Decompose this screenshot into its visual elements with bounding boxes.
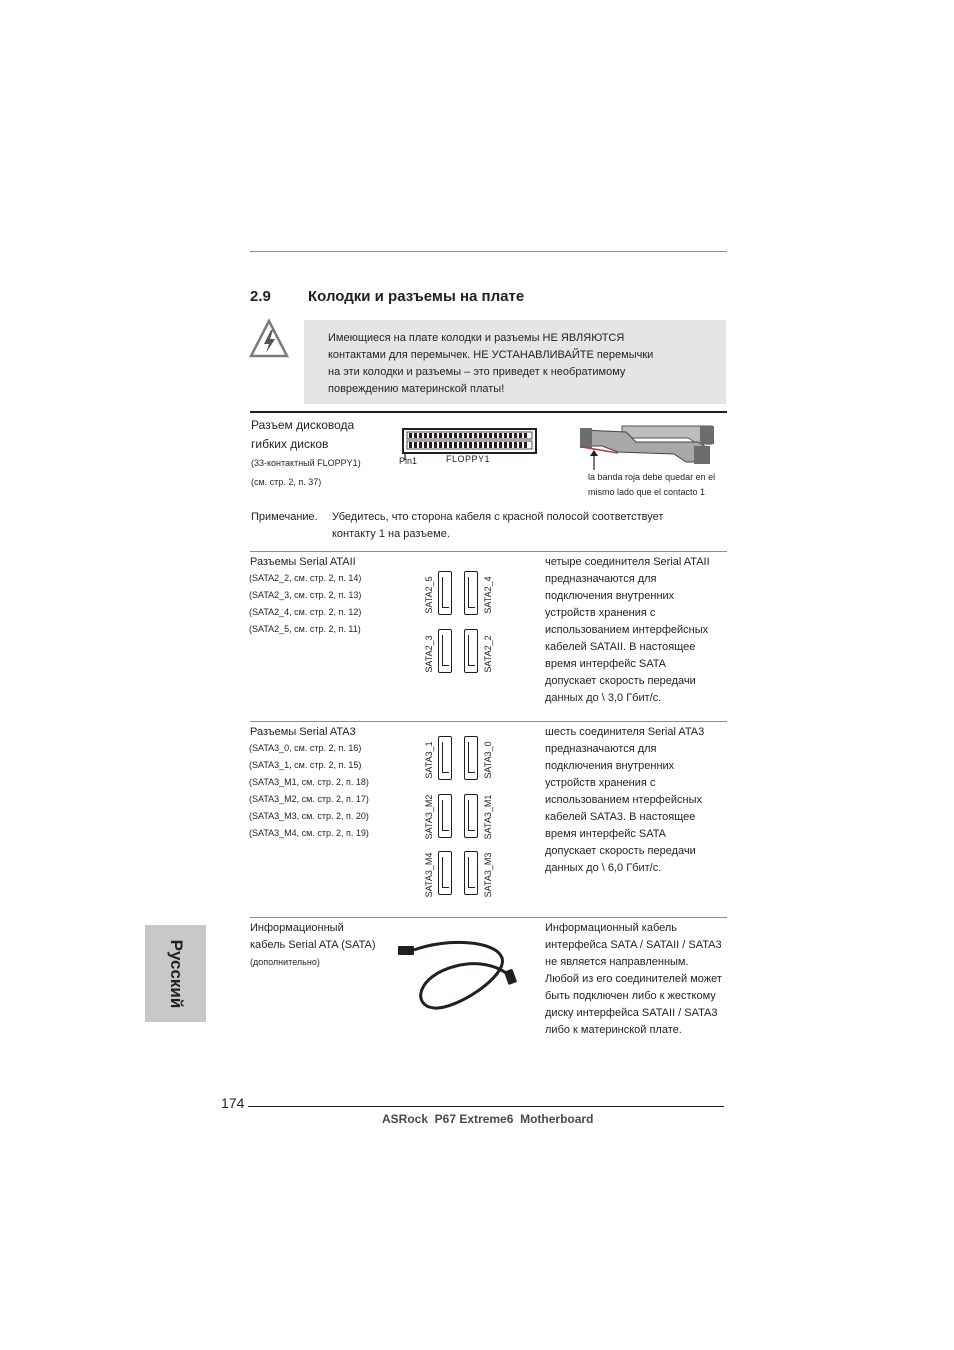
sata2-description [545,554,710,707]
floppy-sub2: (см. стр. 2, п. 37) [251,477,322,487]
sata-port-label: SATA3_0 [483,741,493,779]
sata2-ref: (SATA2_3, см. стр. 2, п. 13) [249,590,362,600]
cable-title-line: кабель Serial ATA (SATA) [250,939,376,951]
rule-floppy [250,411,727,413]
sata2-desc-line: время интерфейс SATA [545,658,666,670]
section-number: 2.9 [250,288,271,305]
top-rule [250,251,727,252]
sata2-desc-line: использованием интерфейсных [545,624,709,636]
sata-port-icon [438,629,452,673]
floppy-title-line: Разъем дисковода [251,418,355,432]
cable-desc-line: интерфейса SATA / SATAII / SATA3 [545,939,722,951]
sata2-desc-line: данных до \ 3,0 Гбит/с. [545,692,662,704]
sata3-desc-line: устройств хранения с [545,777,656,789]
sata-port-label: SATA2_5 [424,576,434,614]
sata3-desc-line: шесть соединителя Serial ATA3 [545,726,705,738]
floppy-note-label: Примечание. [251,511,318,523]
sata-port-icon [464,571,478,615]
sata3-desc-line: допускает скорость передачи [545,845,696,857]
floppy-note-text [332,509,663,543]
rule-cable [250,917,727,918]
sata3-desc-line: предназначаются для [545,743,657,755]
sata-port-icon [464,736,478,780]
sata2-desc-line: допускает скорость передачи [545,675,696,687]
warning-line: контактами для перемычек. НЕ УСТАНАВЛИВАЙТЕ перемычки [328,349,654,361]
sata3-ref: (SATA3_M1, см. стр. 2, п. 18) [249,777,369,787]
warning-line: на эти колодки и разъемы – это приведет к необратимому [328,366,626,378]
warning-line: повреждению материнской платы! [328,383,505,395]
page-number: 174 [221,1095,245,1111]
sata-port-label: SATA3_1 [424,741,434,779]
sata-port-icon [464,629,478,673]
sata3-ref: (SATA3_M2, см. стр. 2, п. 17) [249,794,369,804]
sata3-ref: (SATA3_0, см. стр. 2, п. 16) [249,743,362,753]
section-title: Колодки и разъемы на плате [308,288,525,305]
sata3-ref: (SATA3_M4, см. стр. 2, п. 19) [249,828,369,838]
sata3-desc-line: данных до \ 6,0 Гбит/с. [545,862,662,874]
sata2-refs [249,570,361,638]
cable-title-line: Информационный [250,922,344,934]
sata3-description [545,724,704,877]
sata3-desc-line: использованием нтерфейсных [545,794,702,806]
sata-port-icon [438,736,452,780]
cable-desc-line: не является направленным. [545,956,689,968]
sata-cable-image [396,936,526,1016]
sata-port-label: SATA3_M1 [483,794,493,840]
rule-sata3 [250,721,727,722]
floppy-cable-note [588,470,715,500]
floppy-pin-label: Pin1 [399,456,418,466]
cable-sub: (дополнительно) [250,957,320,967]
cable-desc-line: либо к материнской плате. [545,1024,682,1036]
cable-title [250,920,376,954]
cable-desc-line: диску интерфейса SATAII / SATA3 [545,1007,718,1019]
sata3-refs [249,740,369,842]
footer-product: ASRock P67 Extreme6 Motherboard [382,1112,594,1126]
floppy-note-line: Убедитесь, что сторона кабеля с красной полосой соответствует [332,511,664,523]
floppy-cable-image [578,420,718,472]
warning-text [328,330,653,398]
sata2-desc-line: кабелей SATAII. В настоящее [545,641,696,653]
floppy-title-line: гибких дисков [251,437,329,451]
floppy-sub1: (33-контактный FLOPPY1) [251,458,361,468]
sata2-desc-line: подключения внутренних [545,590,675,602]
sata-port-label: SATA2_4 [483,576,493,614]
sata2-ref: (SATA2_4, см. стр. 2, п. 12) [249,607,362,617]
floppy-note-line: контакту 1 на разъеме. [332,528,450,540]
language-side-tab-label: Русский [166,939,186,1008]
sata-port-icon [464,851,478,895]
sata2-ref: (SATA2_5, см. стр. 2, п. 11) [249,624,361,634]
sata2-desc-line: предназначаются для [545,573,657,585]
sata3-desc-line: подключения внутренних [545,760,675,772]
sata-port-label: SATA3_M4 [424,852,434,898]
sata-port-label: SATA2_2 [483,635,493,673]
sata-port-label: SATA2_3 [424,635,434,673]
floppy-title [251,416,354,454]
sata3-ref: (SATA3_M3, см. стр. 2, п. 20) [249,811,369,821]
sata3-title: Разъемы Serial ATA3 [250,726,356,738]
sata3-desc-line: кабелей SATA3. В настоящее [545,811,696,823]
sata2-ref: (SATA2_2, см. стр. 2, п. 14) [249,573,362,583]
sata2-title: Разъемы Serial ATAII [250,556,356,568]
sata-port-icon [438,571,452,615]
sata-port-icon [464,794,478,838]
warning-line: Имеющиеся на плате колодки и разъемы НЕ ЯВЛЯЮТСЯ [328,332,625,344]
cable-desc-line: Любой из его соединителей может [545,973,722,985]
floppy-cable-note-line: la banda roja debe quedar en el [588,472,716,482]
warning-icon [248,318,290,360]
sata2-desc-line: устройств хранения с [545,607,656,619]
rule-sata2 [250,551,727,552]
sata-port-icon [438,794,452,838]
footer-rule [248,1106,724,1107]
language-side-tab [145,925,206,1022]
cable-desc-line: быть подключен либо к жесткому [545,990,716,1002]
sata-port-label: SATA3_M3 [483,852,493,898]
sata3-desc-line: время интерфейс SATA [545,828,666,840]
sata2-desc-line: четыре соединителя Serial ATAII [545,556,710,568]
sata-port-label: SATA3_M2 [424,794,434,840]
sata3-ref: (SATA3_1, см. стр. 2, п. 15) [249,760,362,770]
cable-description [545,920,722,1039]
floppy-connector-label: FLOPPY1 [446,454,491,464]
floppy-cable-note-line: mismo lado que el contacto 1 [588,487,706,497]
sata-port-icon [438,851,452,895]
cable-desc-line: Информационный кабель [545,922,678,934]
